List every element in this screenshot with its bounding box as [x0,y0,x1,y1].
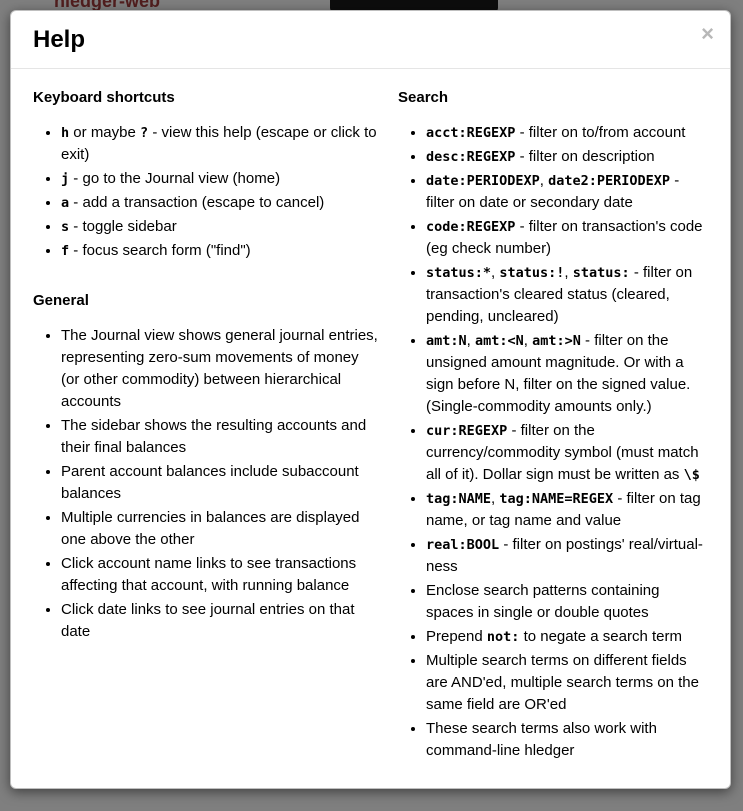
modal-title: Help [33,26,86,53]
list-item: • tag:NAME, tag:NAME=REGEX - filter on tag name, or tag name and value [426,488,708,532]
section-heading-search: Search [398,89,449,107]
close-icon: × [701,21,714,46]
section-heading-general: General [33,292,89,310]
inline-code: status: [572,265,630,282]
section-heading-keyboard-shortcuts: Keyboard shortcuts [33,89,175,107]
list-item: • Multiple search terms on different fields are AND'ed, multiple search terms on the same field are OR'ed [426,650,708,716]
inline-code: cur:REGEXP [426,423,508,440]
inline-code: status:* [426,265,492,282]
inline-code: date2:PERIODEXP [548,173,671,190]
search-list [398,122,708,762]
list-item: • These search terms also work with command-line hledger [426,718,708,762]
list-item: • status:*, status:!, status: - filter on transaction's cleared status (cleared, pending, uncleared) [426,262,708,328]
list-item: • Enclose search patterns containing spaces in single or double quotes [426,580,708,624]
list-item: • h or maybe ? - view this help (escape or click to exit) [61,122,378,166]
list-item: • Click date links to see journal entries on that date [61,599,378,643]
inline-code: amt:>N [532,333,581,350]
list-item: • Parent account balances include subaccount balances [61,461,378,505]
inline-code: tag:NAME=REGEX [499,491,614,508]
inline-code: f [61,243,70,260]
inline-code: amt:N [426,333,467,350]
list-item: • amt:N, amt:<N, amt:>N - filter on the unsigned amount magnitude. Or with a sign before N, filter on the signed value. (Single-commodity amounts only.) [426,330,708,418]
inline-code: real:BOOL [426,537,500,554]
inline-code: tag:NAME [426,491,492,508]
right-column [398,81,708,772]
inline-code: j [61,171,70,188]
list-item: • Click account name links to see transactions affecting that account, with running balance [61,553,378,597]
list-item: • a - add a transaction (escape to cancel) [61,192,378,214]
list-item: • Prepend not: to negate a search term [426,626,708,648]
list-item: • f - focus search form ("find") [61,240,378,262]
inline-code: date:PERIODEXP [426,173,540,190]
inline-code: acct:REGEXP [426,125,516,142]
list-item: • The Journal view shows general journal entries, representing zero-sum movements of money (or other commodity) between hierarchical accounts [61,325,378,413]
inline-code: amt:<N [474,333,524,350]
modal-header [11,11,730,69]
left-column [33,81,378,772]
list-item: • cur:REGEXP - filter on the currency/commodity symbol (must match all of it). Dollar sign must be written as \$ [426,420,708,486]
inline-code: code:REGEXP [426,219,516,236]
inline-code: not: [486,629,520,646]
list-item: • j - go to the Journal view (home) [61,168,378,190]
list-item: • desc:REGEXP - filter on description [426,146,708,168]
general-list [33,325,378,643]
close-button[interactable] [699,21,716,47]
inline-code: desc:REGEXP [426,149,516,166]
inline-code: a [61,195,70,212]
inline-code: \$ [683,467,700,484]
list-item: • date:PERIODEXP, date2:PERIODEXP - filter on date or secondary date [426,170,708,214]
list-item: • Multiple currencies in balances are displayed one above the other [61,507,378,551]
inline-code: status:! [499,265,565,282]
list-item: • code:REGEXP - filter on transaction's code (eg check number) [426,216,708,260]
modal-body [11,69,730,789]
keyboard-shortcuts-list [33,122,378,262]
list-item: • s - toggle sidebar [61,216,378,238]
help-modal [10,10,731,789]
list-item: • real:BOOL - filter on postings' real/virtual-ness [426,534,708,578]
inline-code: h [61,125,70,142]
inline-code: ? [140,125,149,142]
list-item: • acct:REGEXP - filter on to/from account [426,122,708,144]
list-item: • The sidebar shows the resulting accounts and their final balances [61,415,378,459]
inline-code: s [61,219,70,236]
